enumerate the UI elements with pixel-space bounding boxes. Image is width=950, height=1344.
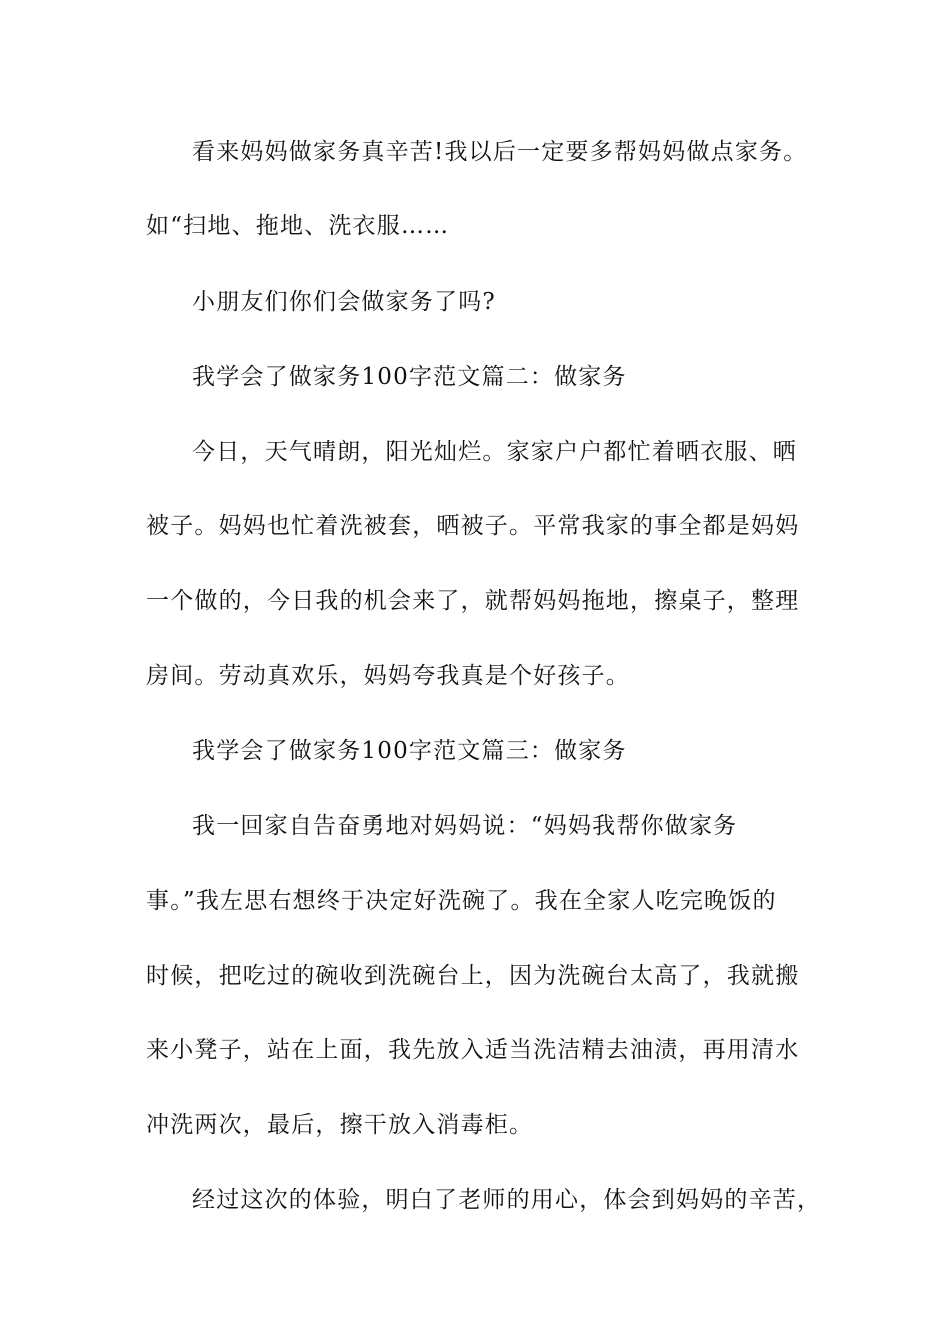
section-heading-3: 我学会了做家务100字范文篇三：做家务 (192, 738, 627, 764)
paragraph-line-5: 今日，天气晴朗，阳光灿烂。家家户户都忙着晒衣服、晒 (192, 439, 797, 465)
paragraph-line-10: 我一回家自告奋勇地对妈妈说：“妈妈我帮你做家务 (192, 813, 738, 839)
paragraph-line-11: 事。”我左思右想终于决定好洗碗了。我在全家人吃完晚饭的 (146, 888, 777, 914)
paragraph-line-14: 冲洗两次，最后，擦干放入消毒柜。 (146, 1112, 534, 1138)
paragraph-line-15: 经过这次的体验，明白了老师的用心，体会到妈妈的辛苦， (192, 1187, 822, 1213)
paragraph-line-6: 被子。妈妈也忙着洗被套，晒被子。平常我家的事全都是妈妈 (146, 513, 800, 539)
section-heading-2: 我学会了做家务100字范文篇二：做家务 (192, 364, 627, 390)
paragraph-line-7: 一个做的，今日我的机会来了，就帮妈妈拖地，擦桌子，整理 (146, 588, 800, 614)
paragraph-line-2: 如“扫地、拖地、洗衣服…… (146, 213, 450, 239)
paragraph-line-13: 来小凳子，站在上面，我先放入适当洗洁精去油渍，再用清水 (146, 1037, 800, 1063)
paragraph-line-3: 小朋友们你们会做家务了吗? (192, 289, 496, 315)
paragraph-line-12: 时候，把吃过的碗收到洗碗台上，因为洗碗台太高了，我就搬 (146, 963, 800, 989)
paragraph-line-1: 看来妈妈做家务真辛苦!我以后一定要多帮妈妈做点家务。 (192, 139, 808, 165)
paragraph-line-8: 房间。劳动真欢乐，妈妈夸我真是个好孩子。 (146, 663, 630, 689)
